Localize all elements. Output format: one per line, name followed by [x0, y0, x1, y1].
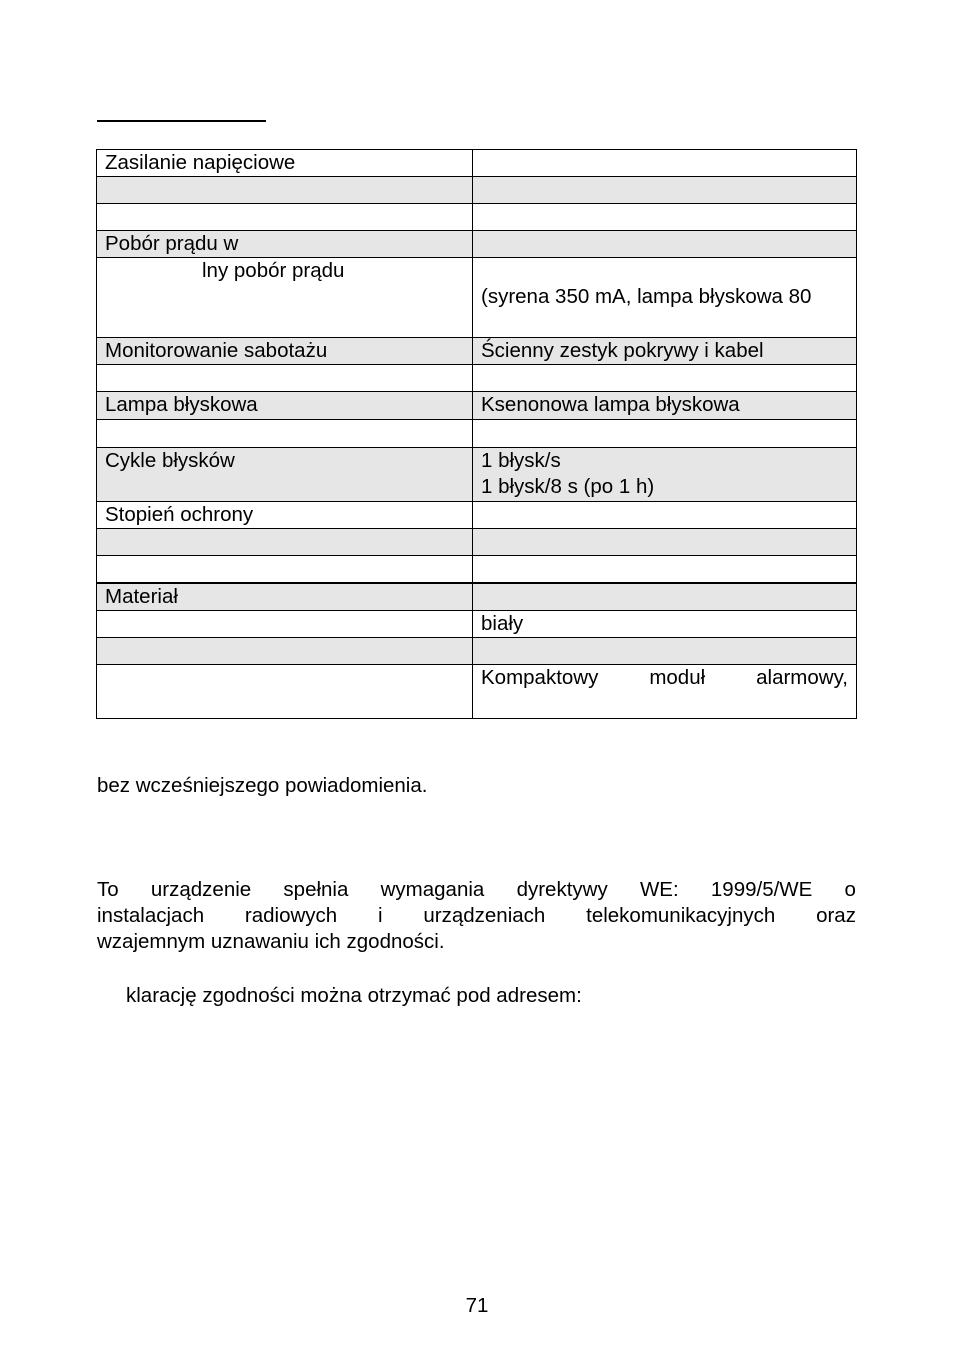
- spec-value: [473, 529, 857, 556]
- spec-value: Ksenonowa lampa błyskowa: [473, 392, 857, 420]
- directive-word: telekomunikacyjnych: [586, 904, 776, 927]
- directive-word: spełnia: [283, 878, 349, 901]
- spec-value: (syrena 350 mA, lampa błyskowa 80: [473, 258, 857, 338]
- spec-label: Stopień ochrony: [97, 502, 473, 529]
- spec-value: [473, 420, 857, 448]
- table-row: [97, 231, 857, 258]
- table-row: [97, 583, 857, 611]
- directive-word: o: [844, 878, 856, 901]
- spec-value-word: Kompaktowy: [481, 665, 599, 689]
- spec-value: [473, 556, 857, 583]
- spec-value: [473, 448, 857, 502]
- table-row: [97, 177, 857, 204]
- spec-label: [97, 664, 473, 718]
- table-row: [97, 664, 857, 718]
- spec-label: Zasilanie napięciowe: [97, 150, 473, 177]
- specifications-table: [96, 149, 857, 719]
- directive-line: [97, 877, 856, 903]
- directive-word: radiowych: [244, 904, 338, 927]
- spec-value: [473, 204, 857, 231]
- spec-value: [473, 637, 857, 664]
- table-row: [97, 365, 857, 392]
- table-row: [97, 637, 857, 664]
- spec-label: Pobór prądu w: [97, 231, 473, 258]
- spec-label: [97, 529, 473, 556]
- spec-label: [97, 556, 473, 583]
- spec-value-line: 1 błysk/s: [481, 449, 561, 472]
- spec-value: [473, 231, 857, 258]
- table-row: [97, 420, 857, 448]
- spec-value: biały: [473, 610, 857, 637]
- spec-label: [97, 637, 473, 664]
- notice-paragraph: bez wcześniejszego powiadomienia.: [97, 774, 428, 797]
- directive-word: oraz: [816, 904, 856, 927]
- directive-word: i: [378, 904, 383, 927]
- table-row: [97, 502, 857, 529]
- spec-value: [473, 365, 857, 392]
- table-row: [97, 338, 857, 365]
- spec-value: [473, 150, 857, 177]
- spec-label: [97, 204, 473, 231]
- page-number: 71: [465, 1294, 489, 1317]
- directive-word: 1999/5/WE: [710, 878, 813, 901]
- table-row: [97, 392, 857, 420]
- declaration-paragraph: klarację zgodności można otrzymać pod adresem:: [126, 984, 582, 1007]
- table-row: [97, 204, 857, 231]
- spec-label: [97, 177, 473, 204]
- directive-word: instalacjach: [97, 904, 205, 927]
- directive-word: WE:: [639, 878, 679, 901]
- spec-value-word: alarmowy,: [756, 665, 848, 689]
- directive-paragraph: [97, 877, 856, 955]
- spec-value: [473, 177, 857, 204]
- table-row: [97, 529, 857, 556]
- spec-value: [473, 502, 857, 529]
- directive-word: dyrektywy: [516, 878, 608, 901]
- spec-label: Lampa błyskowa: [97, 392, 473, 420]
- table-row: [97, 448, 857, 502]
- spec-value: Ścienny zestyk pokrywy i kabel: [473, 338, 857, 365]
- directive-word: urządzenie: [150, 878, 252, 901]
- spec-label: lny pobór prądu: [97, 258, 473, 338]
- spec-label: Materiał: [97, 583, 473, 611]
- spec-label: [97, 420, 473, 448]
- spec-value-line: 1 błysk/8 s (po 1 h): [481, 475, 655, 498]
- directive-word: To: [97, 878, 119, 901]
- spec-value: [473, 583, 857, 611]
- table-row: [97, 258, 857, 338]
- spec-value-justified-line: [481, 665, 848, 691]
- heading-underline: [97, 120, 266, 122]
- directive-line: [97, 903, 856, 929]
- directive-word: urządzeniach: [423, 904, 546, 927]
- table-row: [97, 610, 857, 637]
- spec-label: [97, 365, 473, 392]
- directive-word: wymagania: [380, 878, 485, 901]
- table-row: [97, 556, 857, 583]
- spec-value: [473, 664, 857, 718]
- spec-label: Cykle błysków: [97, 448, 473, 502]
- spec-label: Monitorowanie sabotażu: [97, 338, 473, 365]
- directive-line: wzajemnym uznawaniu ich zgodności.: [97, 930, 445, 953]
- spec-value-word: moduł: [649, 665, 706, 689]
- spec-label: [97, 610, 473, 637]
- table-row: [97, 150, 857, 177]
